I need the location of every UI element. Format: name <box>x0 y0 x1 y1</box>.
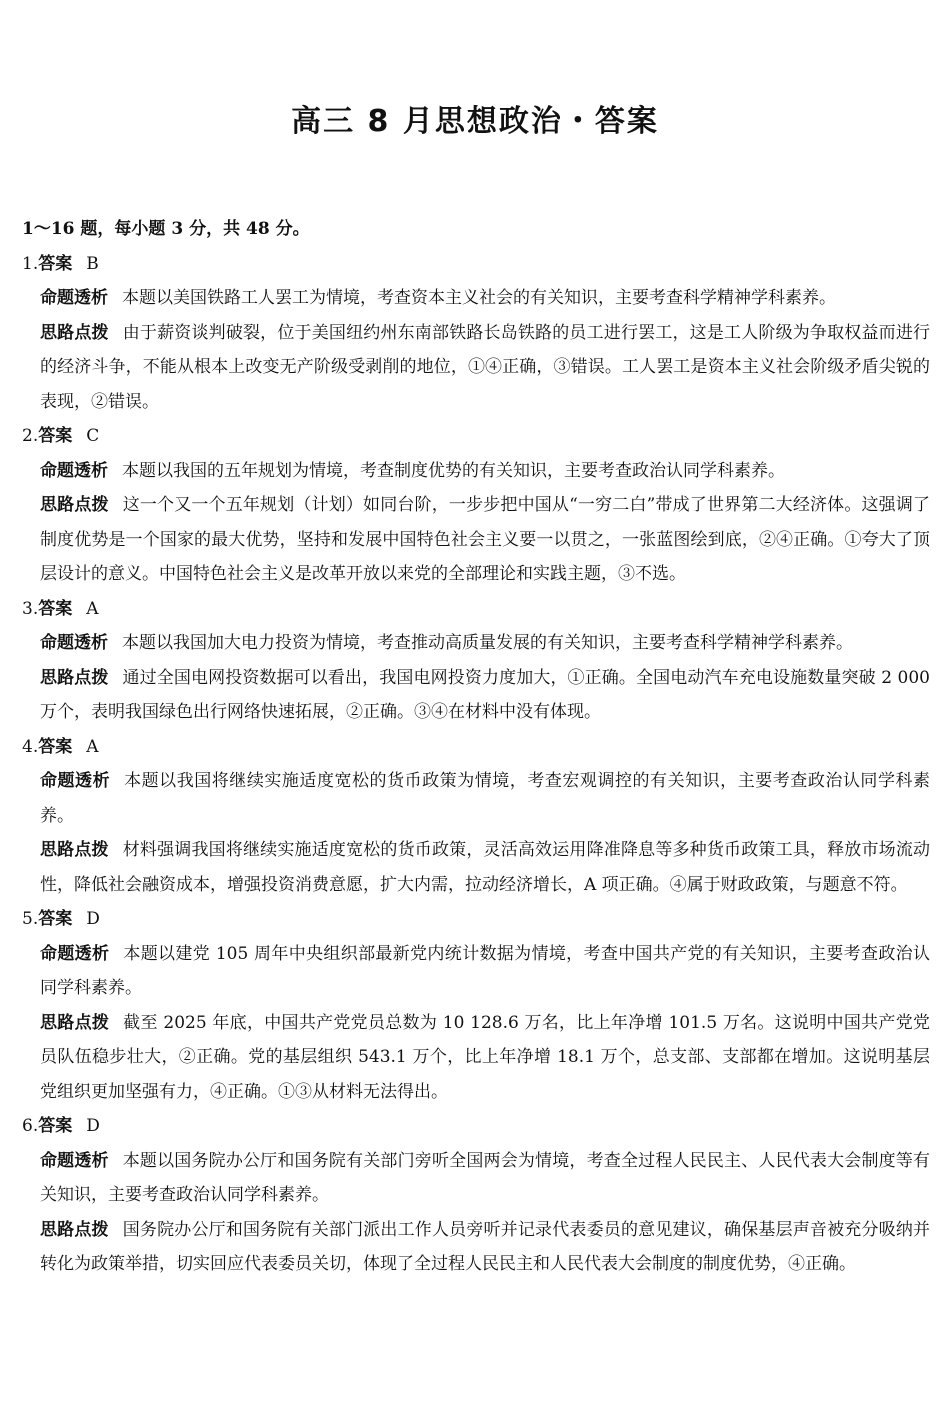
answer-label: 答案 <box>38 1116 73 1136</box>
hint-text: 通过全国电网投资数据可以看出，我国电网投资力度加大，①正确。全国电动汽车充电设施数量突破 2 000 万个，表明我国绿色出行网络快速拓展，②正确。③④在材料中没有体现。 <box>40 667 930 722</box>
question-block <box>22 592 930 730</box>
answer-line <box>22 1109 930 1144</box>
hint-paragraph <box>40 833 930 902</box>
analysis-text: 本题以建党 105 周年中央组织部最新党内统计数据为情境，考查中国共产党的有关知识，主要考查政治认同学科素养。 <box>40 943 930 998</box>
hint-text: 由于薪资谈判破裂，位于美国纽约州东南部铁路长岛铁路的员工进行罢工，这是工人阶级为争取权益而进行的经济斗争，不能从根本上改变无产阶级受剥削的地位，①④正确，③错误。工人罢工是资本主义社会阶级矛盾尖锐的表现，②错误。 <box>40 322 930 412</box>
analysis-text: 本题以我国将继续实施适度宽松的货币政策为情境，考查宏观调控的有关知识，主要考查政治认同学科素养。 <box>40 771 930 826</box>
analysis-paragraph <box>40 1144 930 1213</box>
analysis-paragraph <box>40 454 930 489</box>
question-block <box>22 730 930 903</box>
hint-paragraph <box>40 488 930 592</box>
hint-label: 思路点拨 <box>40 495 109 515</box>
hint-label: 思路点拨 <box>40 1219 109 1240</box>
answer-line <box>22 247 930 282</box>
question-number: 4. <box>22 736 39 757</box>
hint-paragraph <box>40 661 930 730</box>
answer-label: 答案 <box>38 736 73 757</box>
answer-content <box>22 212 930 1337</box>
analysis-label: 命题透析 <box>40 1150 109 1171</box>
analysis-label: 命题透析 <box>40 633 108 653</box>
analysis-label: 命题透析 <box>40 771 111 791</box>
question-block <box>22 902 930 1109</box>
hint-paragraph <box>40 1213 930 1282</box>
analysis-text: 本题以我国的五年规划为情境，考查制度优势的有关知识，主要考查政治认同学科素养。 <box>122 460 785 481</box>
analysis-text: 本题以国务院办公厅和国务院有关部门旁听全国两会为情境，考查全过程人民民主、人民代表大会制度等有关知识，主要考查政治认同学科素养。 <box>40 1150 930 1205</box>
analysis-paragraph <box>40 281 930 316</box>
answer-letter: A <box>86 598 99 619</box>
answer-line <box>22 902 930 937</box>
analysis-paragraph <box>40 937 930 1006</box>
question-block <box>22 1109 930 1282</box>
answer-letter: D <box>86 909 100 929</box>
analysis-label: 命题透析 <box>40 460 108 481</box>
hint-paragraph <box>40 316 930 420</box>
hint-paragraph <box>40 1006 930 1110</box>
question-block <box>22 419 930 592</box>
hint-label: 思路点拨 <box>40 1012 110 1033</box>
analysis-label: 命题透析 <box>40 943 110 964</box>
hint-text: 截至 2025 年底，中国共产党党员总数为 10 128.6 万名，比上年净增 101.5 万名。这说明中国共产党党员队伍稳步壮大，②正确。党的基层组织 543.1 万个，比上年净增 18.1 万个，总支部、支部都在增加。这说明基层党组织更加坚强有力，④正确。①③从材料无法得出。 <box>40 1012 930 1102</box>
answer-label: 答案 <box>38 426 73 446</box>
answer-letter: D <box>86 1116 100 1136</box>
answer-letter: B <box>86 253 99 274</box>
analysis-paragraph <box>40 626 930 661</box>
answer-label: 答案 <box>38 598 73 619</box>
hint-label: 思路点拨 <box>40 840 109 860</box>
section-intro: 1～16 题，每小题 3 分，共 48 分。 <box>22 219 310 239</box>
hint-text: 材料强调我国将继续实施适度宽松的货币政策，灵活高效运用降准降息等多种货币政策工具，释放市场流动性，降低社会融资成本，增强投资消费意愿，扩大内需，拉动经济增长，A 项正确。④属于财政政策，与题意不符。 <box>40 840 930 895</box>
hint-label: 思路点拨 <box>40 667 109 688</box>
hint-text: 这一个又一个五年规划（计划）如同台阶，一步步把中国从“一穷二白”带成了世界第二大经济体。这强调了制度优势是一个国家的最大优势，坚持和发展中国特色社会主义要一以贯之，一张蓝图绘到底，②④正确。①夸大了顶层设计的意义。中国特色社会主义是改革开放以来党的全部理论和实践主题，③不选。 <box>40 495 930 584</box>
question-number: 5. <box>22 909 39 929</box>
answer-line <box>22 592 930 627</box>
question-block <box>22 247 930 420</box>
answer-line <box>22 730 930 765</box>
question-number: 1. <box>22 253 39 274</box>
analysis-text: 本题以我国加大电力投资为情境，考查推动高质量发展的有关知识，主要考查科学精神学科素养。 <box>122 633 853 653</box>
question-number: 6. <box>22 1116 39 1136</box>
hint-text: 国务院办公厅和国务院有关部门派出工作人员旁听并记录代表委员的意见建议，确保基层声音被充分吸纳并转化为政策举措，切实回应代表委员关切，体现了全过程人民民主和人民代表大会制度的制度优势，④正确。 <box>40 1219 930 1274</box>
answer-label: 答案 <box>38 253 73 274</box>
analysis-label: 命题透析 <box>40 288 108 308</box>
question-number: 3. <box>22 598 39 619</box>
answer-letter: A <box>86 736 99 757</box>
analysis-paragraph <box>40 764 930 833</box>
question-number: 2. <box>22 426 39 446</box>
answer-line <box>22 419 930 454</box>
page-title: 高三 8 月思想政治・答案 <box>291 104 659 139</box>
hint-label: 思路点拨 <box>40 322 109 343</box>
answer-letter: C <box>86 426 100 446</box>
analysis-text: 本题以美国铁路工人罢工为情境，考查资本主义社会的有关知识，主要考查科学精神学科素养。 <box>122 288 836 308</box>
answer-label: 答案 <box>38 909 73 929</box>
